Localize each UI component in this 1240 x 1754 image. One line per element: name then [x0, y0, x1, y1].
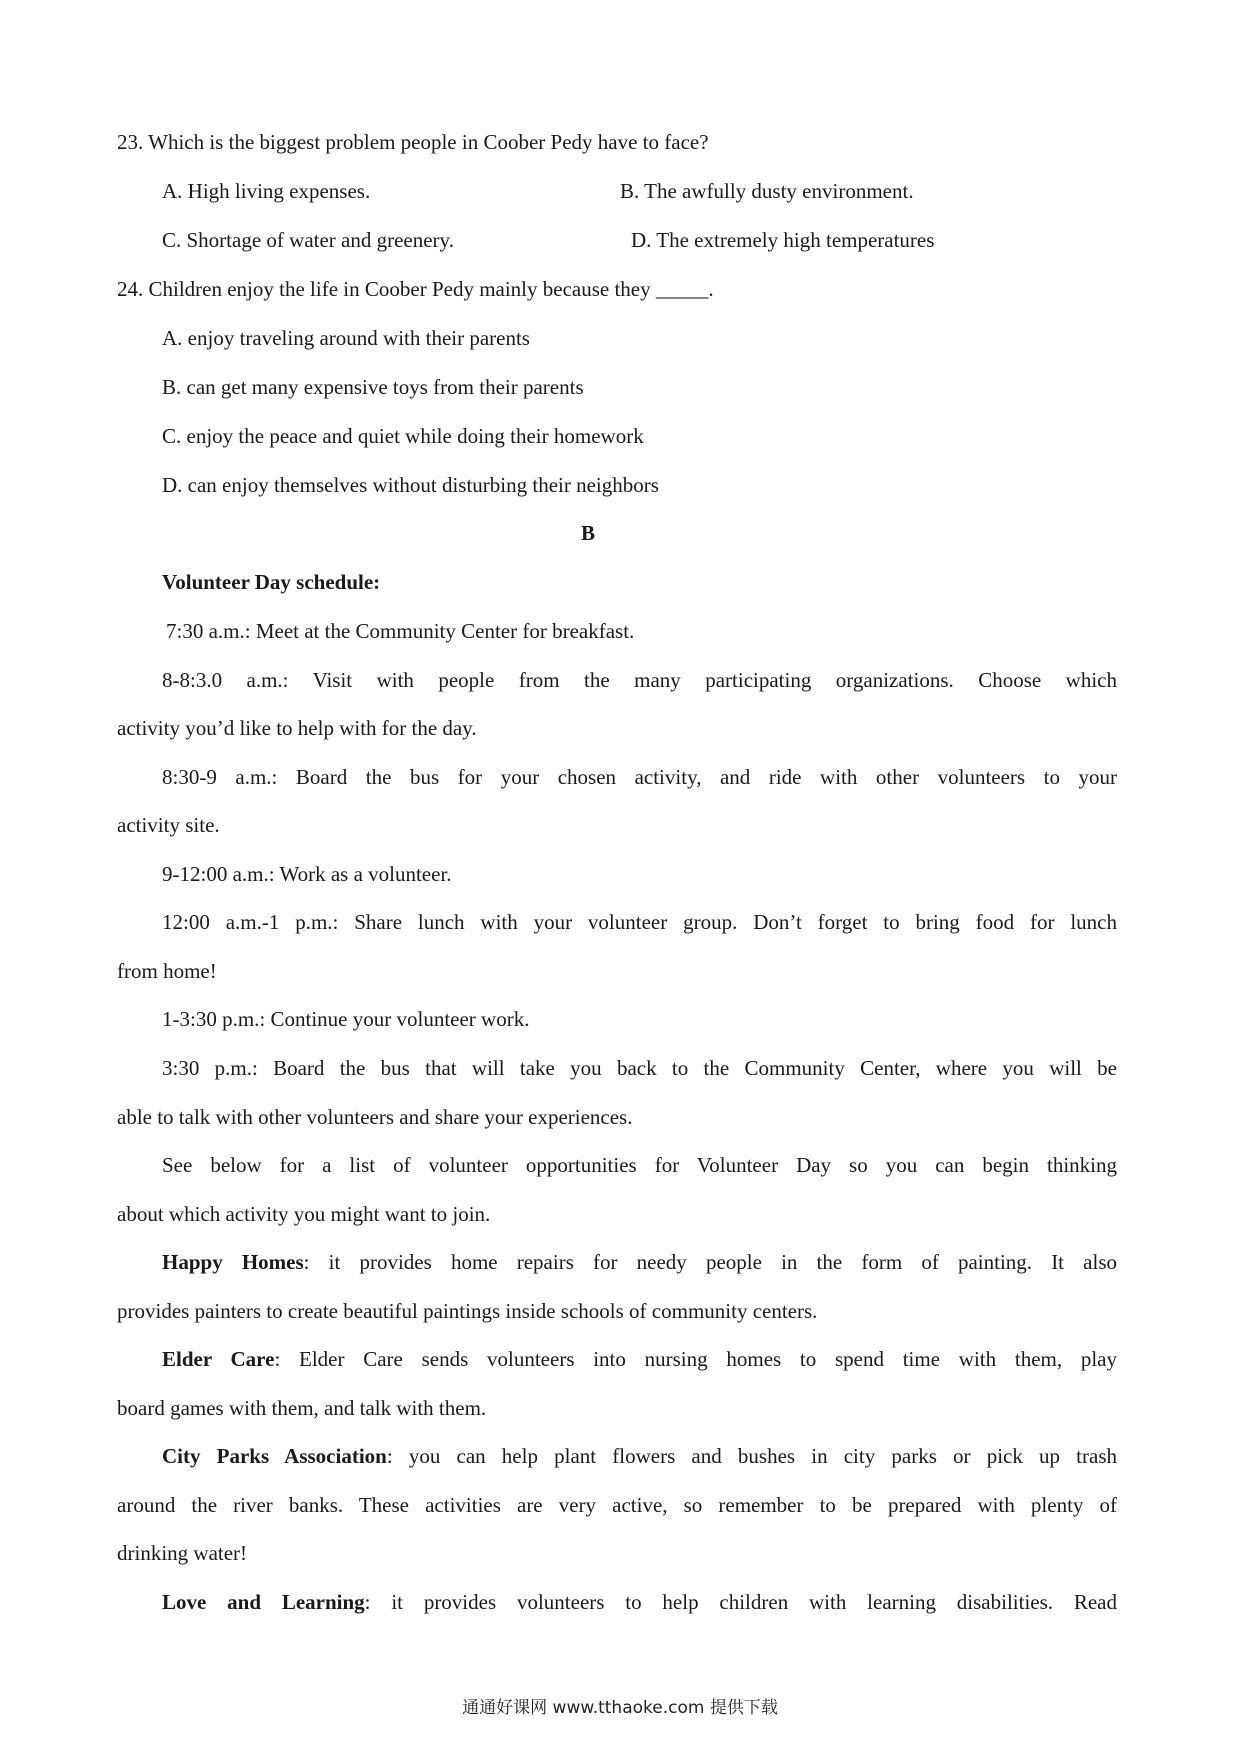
org-elder-care-cont: board games with them, and talk with them. [117, 1396, 487, 1420]
org-city-parks-cont: around the river banks. These activities are very active, so remember to be prepared with plenty of [117, 1493, 1117, 1517]
schedule-item: 1-3:30 p.m.: Continue your volunteer work. [162, 1007, 530, 1031]
q23-option-d: D. The extremely high temperatures [631, 228, 935, 252]
schedule-item-cont: activity you’d like to help with for the day. [117, 716, 477, 740]
org-desc: : it provides volunteers to help children with learning disabilities. Read [364, 1590, 1117, 1614]
org-happy-homes [162, 1248, 1117, 1276]
org-desc: : Elder Care sends volunteers into nursing homes to spend time with them, play [274, 1347, 1117, 1371]
org-city-parks [162, 1442, 1117, 1470]
org-name: Happy Homes [162, 1250, 304, 1274]
schedule-item: 8:30-9 a.m.: Board the bus for your chosen activity, and ride with other volunteers to your [162, 765, 1117, 789]
q24-stem: 24. Children enjoy the life in Coober Pedy mainly because they _____. [117, 277, 714, 301]
schedule-item: 12:00 a.m.-1 p.m.: Share lunch with your volunteer group. Don’t forget to bring food for lunch [162, 910, 1117, 934]
schedule-item: 3:30 p.m.: Board the bus that will take you back to the Community Center, where you will be [162, 1056, 1117, 1080]
schedule-heading: Volunteer Day schedule: [162, 570, 381, 594]
q24-option-c: C. enjoy the peace and quiet while doing their homework [162, 424, 644, 448]
org-happy-homes-cont: provides painters to create beautiful paintings inside schools of community centers. [117, 1299, 818, 1323]
org-elder-care [162, 1345, 1117, 1373]
schedule-item: 9-12:00 a.m.: Work as a volunteer. [162, 862, 452, 886]
q24-option-d: D. can enjoy themselves without disturbing their neighbors [162, 473, 659, 497]
schedule-item-cont: from home! [117, 959, 217, 983]
org-city-parks-cont: drinking water! [117, 1541, 248, 1565]
schedule-item-cont: able to talk with other volunteers and share your experiences. [117, 1105, 633, 1129]
schedule-item-cont: activity site. [117, 813, 220, 837]
schedule-item: 8-8:3.0 a.m.: Visit with people from the many participating organizations. Choose which [162, 668, 1117, 692]
q23-option-c: C. Shortage of water and greenery. [162, 228, 454, 252]
org-love-learning [162, 1588, 1117, 1616]
q23-stem: 23. Which is the biggest problem people in Coober Pedy have to face? [117, 130, 709, 154]
q24-option-a: A. enjoy traveling around with their parents [162, 326, 530, 350]
org-name: Elder Care [162, 1347, 275, 1371]
org-name: Love and Learning [162, 1590, 365, 1614]
org-desc: : you can help plant flowers and bushes in city parks or pick up trash [386, 1444, 1117, 1468]
q23-option-b: B. The awfully dusty environment. [620, 179, 914, 203]
intro-line: about which activity you might want to join. [117, 1202, 491, 1226]
intro-line: See below for a list of volunteer opportunities for Volunteer Day so you can begin thinking [162, 1153, 1117, 1177]
page-footer: 通通好课网 www.tthaoke.com 提供下载 [462, 1698, 778, 1718]
q23-option-a: A. High living expenses. [162, 179, 371, 203]
section-letter: B [580, 521, 595, 545]
schedule-item: 7:30 a.m.: Meet at the Community Center for breakfast. [166, 619, 635, 643]
org-name: City Parks Association [162, 1444, 387, 1468]
q24-option-b: B. can get many expensive toys from their parents [162, 375, 584, 399]
org-desc: : it provides home repairs for needy people in the form of painting. It also [303, 1250, 1117, 1274]
